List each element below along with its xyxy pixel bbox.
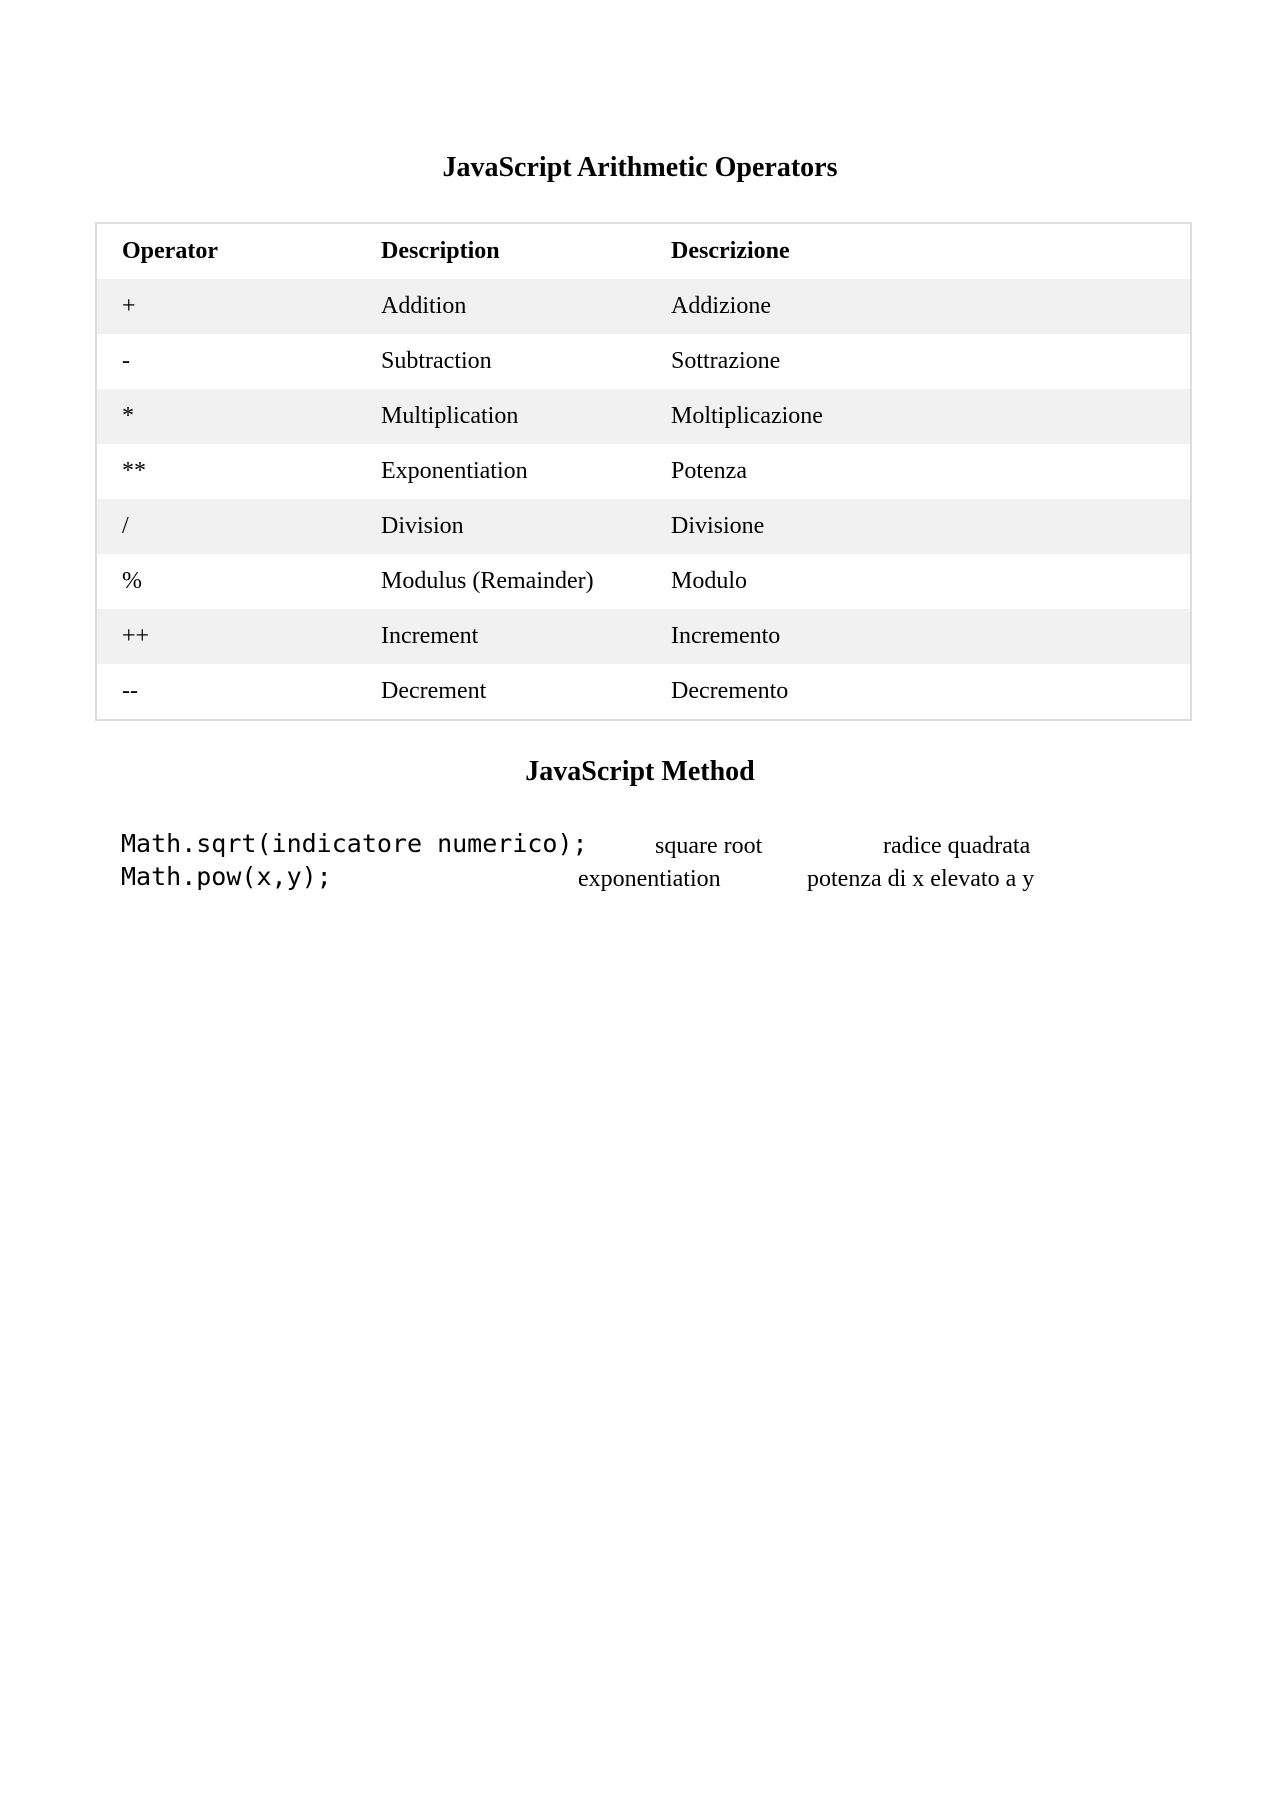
operator-cell: ++ (96, 609, 356, 664)
descrizione-cell: Decremento (671, 678, 789, 704)
methods-title: JavaScript Method (525, 756, 755, 787)
header-operator: Operator (122, 238, 218, 264)
table-header-row (96, 223, 1191, 279)
descrizione-cell: Modulo (671, 568, 748, 594)
table-row (96, 609, 1191, 664)
description-cell: Division (356, 499, 646, 554)
method-row (121, 861, 1121, 894)
header-description: Description (381, 238, 500, 264)
operator-cell: - (122, 348, 130, 374)
operator-cell: / (96, 499, 356, 554)
descrizione-cell: Sottrazione (671, 348, 781, 374)
descrizione-cell: Potenza (671, 458, 747, 484)
description-cell: Modulus (Remainder) (381, 568, 594, 594)
table-row (96, 389, 1191, 444)
method-code: Math.sqrt(indicatore numerico); (121, 829, 588, 858)
description-cell: Increment (356, 609, 646, 664)
operator-cell: * (96, 389, 356, 444)
method-english: exponentiation (578, 866, 721, 892)
operator-cell: % (122, 568, 142, 594)
description-cell: Multiplication (356, 389, 646, 444)
operator-cell: -- (122, 678, 138, 704)
table-row (96, 664, 1191, 720)
operator-cell: + (96, 279, 356, 334)
table-row (96, 334, 1191, 389)
page-title: JavaScript Arithmetic Operators (442, 152, 838, 183)
table-row (96, 444, 1191, 499)
method-row (121, 828, 1121, 861)
table-row (96, 279, 1191, 334)
description-cell: Exponentiation (381, 458, 528, 484)
descrizione-cell: Moltiplicazione (646, 389, 1191, 444)
header-descrizione: Descrizione (671, 238, 790, 264)
operator-cell: ** (122, 458, 146, 484)
method-code: Math.pow(x,y); (121, 862, 332, 891)
table-row (96, 554, 1191, 609)
descrizione-cell: Incremento (646, 609, 1191, 664)
descrizione-cell: Addizione (646, 279, 1191, 334)
method-english: square root (655, 833, 763, 859)
descrizione-cell: Divisione (646, 499, 1191, 554)
description-cell: Addition (356, 279, 646, 334)
description-cell: Decrement (381, 678, 487, 704)
table-row (96, 499, 1191, 554)
operators-table (95, 222, 1192, 721)
methods-list (121, 828, 1121, 894)
description-cell: Subtraction (381, 348, 492, 374)
method-italian: potenza di x elevato a y (807, 866, 1035, 892)
method-italian: radice quadrata (883, 833, 1031, 859)
